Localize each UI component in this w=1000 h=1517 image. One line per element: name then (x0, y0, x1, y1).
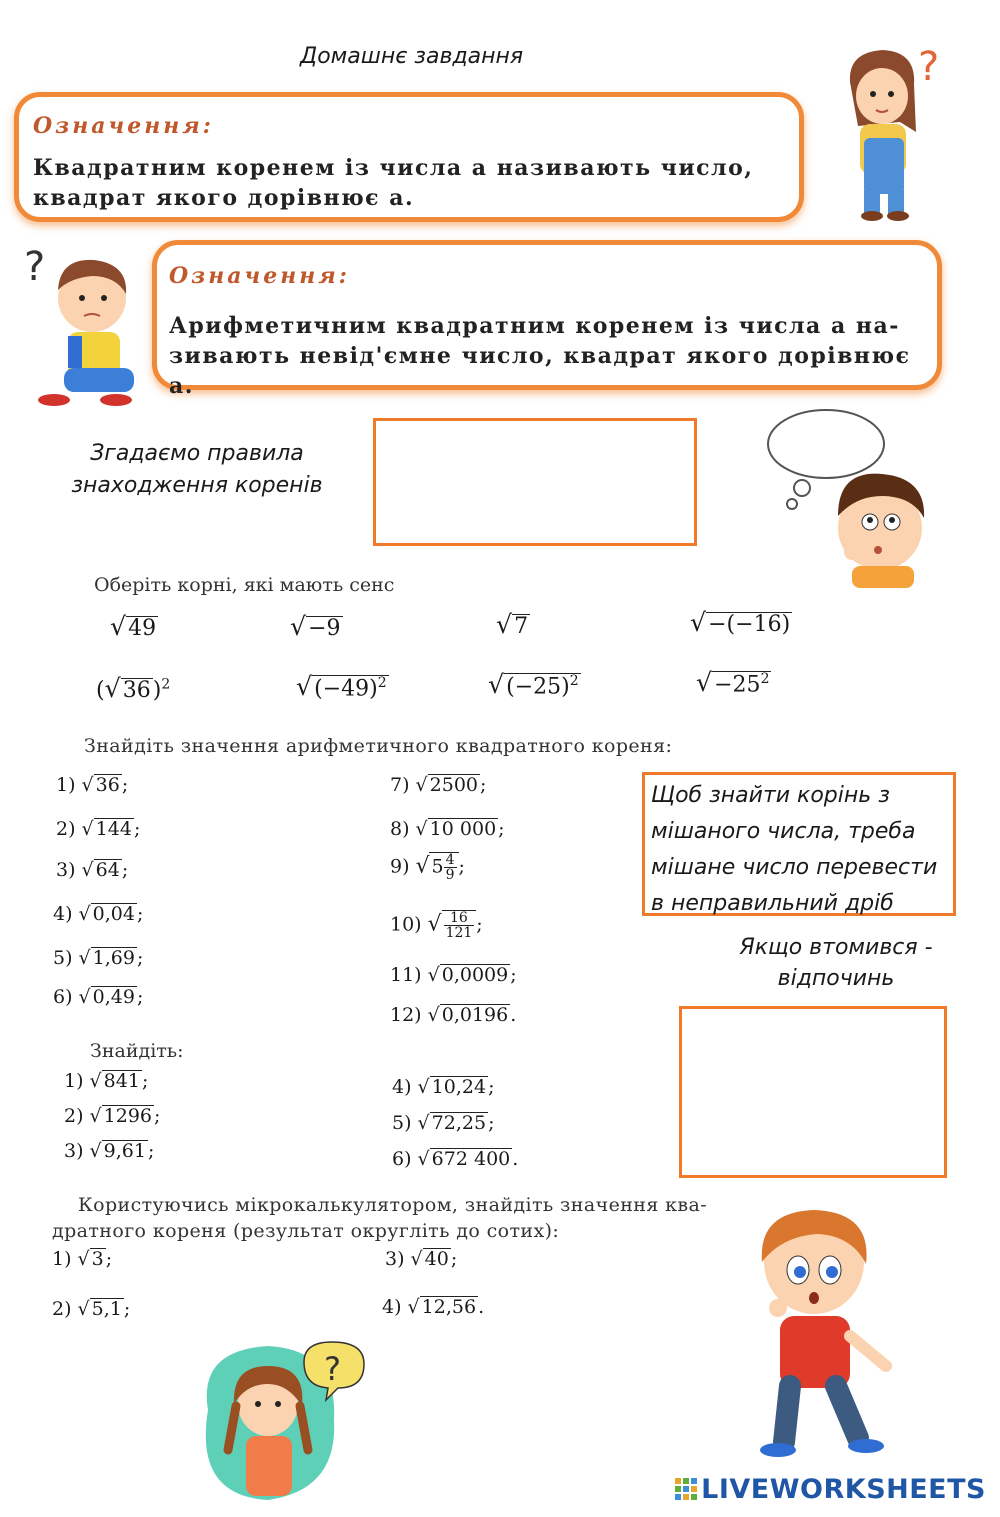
question-mark-icon: ? (324, 1350, 341, 1388)
mixed-number-tip (642, 772, 956, 916)
select-task-instruction: Оберіть корні, які мають сенс (94, 574, 395, 596)
calc-item-3: 3) √ 40 ; (385, 1248, 458, 1270)
sitting-boy-illustration (24, 240, 149, 410)
select-option-4[interactable]: √−(−16) (690, 608, 791, 637)
logo-grid-icon (675, 1478, 697, 1500)
arith-item-10: 10) √ $\frac{16}{121}$ ; (390, 910, 483, 941)
select-option-6[interactable]: $√(-49)^2$ (296, 672, 387, 701)
arith-task-instruction: Знайдіть значення арифметичного квадратного кореня: (84, 735, 673, 757)
find-item-2: 2) √ 1296 ; (64, 1105, 161, 1127)
find-item-4: 4) √ 10,24 ; (392, 1076, 495, 1098)
arith-item-2: 2) √ 144 ; (56, 818, 141, 840)
arith-item-5: 5) √ 1,69 ; (53, 947, 144, 969)
thinking-boy-illustration (762, 404, 940, 588)
arith-item-6: 6) √ 0,49 ; (53, 986, 144, 1008)
select-option-3[interactable]: √7 (496, 610, 529, 639)
calc-task-instruction: Користуючись мікрокалькулятором, знайдіть значення ква-дратного кореня (результат округліть до сотих): (52, 1194, 708, 1242)
rest-answer-input[interactable] (682, 1009, 948, 1179)
definition-2-box (152, 240, 942, 399)
thinking-girl-illustration (838, 42, 950, 222)
calc-item-4: 4) √ 12,56 . (382, 1296, 485, 1318)
liveworksheets-logo: LIVEWORKSHEETS (675, 1474, 986, 1505)
page-title: Домашнє завдання (300, 44, 524, 69)
question-mark-icon: ? (918, 44, 940, 90)
arith-item-8: 8) √ 10 000 ; (390, 818, 505, 840)
select-option-1-radicand: 49 (128, 616, 157, 641)
arith-item-9: 9) √ 5 $\frac{4}{9}$ ; (390, 852, 465, 883)
arith-item-3: 3) √ 64 ; (56, 859, 129, 881)
rules-answer-box[interactable] (373, 418, 697, 546)
calc-item-1: 1) √ 3 ; (52, 1248, 113, 1270)
girl-question-illustration (188, 1340, 380, 1506)
find-item-6: 6) √ 672 400 . (392, 1148, 519, 1170)
find-item-5: 5) √ 72,25 ; (392, 1112, 495, 1134)
rest-answer-box[interactable] (679, 1006, 947, 1178)
definition-1-box (14, 92, 804, 222)
mixed-number-tip-text: Щоб знайти корінь з мішаного числа, треба мішане число перевести в неправильний дріб (651, 783, 938, 916)
find-item-3: 3) √ 9,61 ; (64, 1140, 155, 1162)
select-option-7[interactable]: $√(-25)^2$ (488, 670, 579, 699)
find-item-1: 1) √ 841 ; (64, 1070, 149, 1092)
rules-prompt: Згадаємо правила знаходження коренів (71, 441, 323, 498)
find-task-instruction: Знайдіть: (90, 1040, 184, 1062)
arith-item-1: 1) √ 36 ; (56, 774, 129, 796)
definition-2-text: Арифметичним квадратним коренем із числа a на-зивають невід'ємне число, квадрат якого дорівнює a. (169, 313, 911, 399)
definition-1-label: Означення: (33, 113, 214, 139)
wondering-boy-illustration (748, 1206, 898, 1460)
definition-2-label: Означення: (169, 263, 350, 289)
select-option-8[interactable]: $√-25^2$ (696, 668, 770, 697)
definition-1-text: Квадратним коренем із числа a називають число, квадрат якого дорівнює a. (33, 155, 754, 211)
rules-answer-input[interactable] (376, 421, 698, 547)
arith-item-4: 4) √ 0,04 ; (53, 903, 144, 925)
calc-item-2: 2) √ 5,1 ; (52, 1298, 131, 1320)
arith-item-11: 11) √ 0,0009 ; (390, 964, 517, 986)
rest-prompt: Якщо втомився - відпочинь (739, 935, 933, 991)
select-option-2[interactable]: √−9 (290, 612, 341, 641)
arith-item-7: 7) √ 2500 ; (390, 774, 487, 796)
select-option-5[interactable]: $(√36)^2$ (96, 674, 171, 703)
select-option-1[interactable]: √49 (110, 612, 157, 641)
arith-item-12: 12) √ 0,0196 . (390, 1004, 517, 1026)
question-mark-icon: ? (24, 244, 46, 290)
